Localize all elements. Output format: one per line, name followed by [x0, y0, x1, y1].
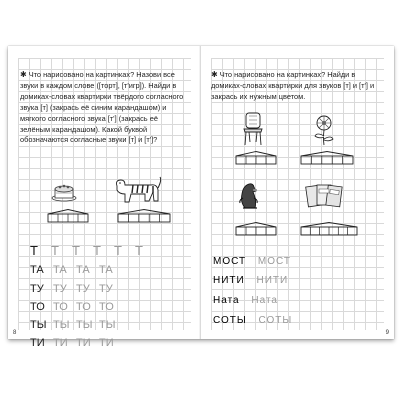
syllable-trace: ТУ: [53, 283, 67, 295]
syllable-trace: ТЫ: [53, 319, 70, 331]
word-trace: СОТЫ: [258, 315, 293, 326]
syllable-row-tu: [30, 283, 122, 295]
star-icon: ✱: [211, 70, 218, 79]
syllable-trace: ТО: [99, 301, 114, 313]
cake-icon: [50, 181, 78, 203]
letter-t-print: Т: [30, 243, 38, 258]
syllable-print: ТО: [30, 301, 45, 313]
page-number-left: 8: [13, 330, 17, 336]
word-house-tigr: [116, 209, 172, 223]
letter-row: [30, 243, 156, 258]
syllable-print: ТЫ: [30, 319, 47, 331]
syllable-row-ty: [30, 319, 122, 331]
left-task-text: Что нарисовано на картинках? Назови все звуки в каждом слове ([торт], [т'игр]). Найди в домиках-словах квартирки твёрдого согласного звука [т] (закрась её синим карандашом) и мягкого согласного звука [т'] (закрась её зелёным карандашом). Какой буквой обозначаются согласные звуки [т] и [т']?: [20, 70, 184, 145]
word-house-stul: [234, 151, 278, 165]
word-row-most: [213, 256, 291, 267]
letter-t-trace: Т: [135, 243, 143, 258]
syllable-row-ta: [30, 264, 122, 276]
syllable-trace: ТО: [53, 301, 68, 313]
syllable-trace: ТУ: [99, 283, 113, 295]
workbook-spread: [8, 46, 394, 349]
letter-t-trace: Т: [114, 243, 122, 258]
word-trace: Ната: [251, 295, 278, 306]
syllable-trace: ТА: [53, 264, 67, 276]
word-print: НИТИ: [213, 275, 245, 286]
right-task-text: Что нарисовано на картинках? Найди в домиках-словах квартирки для звуков [т] и [т'] и закрась их нужным цветом.: [211, 70, 375, 101]
chair-icon: [241, 112, 265, 146]
word-trace: НИТИ: [256, 275, 289, 286]
syllable-trace: ТЫ: [76, 319, 93, 331]
syllable-row-to: [30, 301, 122, 313]
syllable-trace: ТА: [99, 264, 113, 276]
syllable-trace: ТУ: [76, 283, 90, 295]
syllable-print: ТА: [30, 264, 44, 276]
syllable-print: ТИ: [30, 337, 45, 349]
word-house-tetradi: [299, 222, 359, 236]
flower-icon: [311, 114, 337, 146]
page-number-right: 9: [385, 330, 389, 336]
syllable-print: ТУ: [30, 283, 44, 295]
right-page: [201, 46, 394, 339]
letter-t-trace: Т: [93, 243, 101, 258]
syllable-trace: ТИ: [76, 337, 91, 349]
star-icon: ✱: [20, 70, 27, 79]
notebooks-icon: [305, 182, 343, 210]
left-page: [8, 46, 201, 349]
letter-t-trace: Т: [51, 243, 59, 258]
syllable-trace: ТИ: [99, 337, 114, 349]
word-print: МОСТ: [213, 256, 247, 267]
word-house-tort: [46, 209, 90, 223]
syllable-trace: ТЫ: [99, 319, 116, 331]
syllable-trace: ТИ: [53, 337, 68, 349]
word-house-astra: [299, 151, 355, 165]
mole-icon: [237, 180, 263, 210]
word-row-niti: [213, 275, 288, 286]
tiger-icon: [111, 174, 163, 208]
word-trace: МОСТ: [257, 256, 291, 267]
word-house-krot: [234, 222, 278, 236]
word-row-soty: [213, 315, 292, 326]
right-task: [211, 70, 381, 103]
letter-t-trace: Т: [72, 243, 80, 258]
word-print: СОТЫ: [213, 315, 247, 326]
syllable-row-ti: [30, 337, 122, 349]
syllable-trace: ТО: [76, 301, 91, 313]
syllable-trace: ТА: [76, 264, 90, 276]
word-row-nata: [213, 295, 278, 306]
word-print: Ната: [213, 295, 240, 306]
left-task: [20, 70, 188, 146]
